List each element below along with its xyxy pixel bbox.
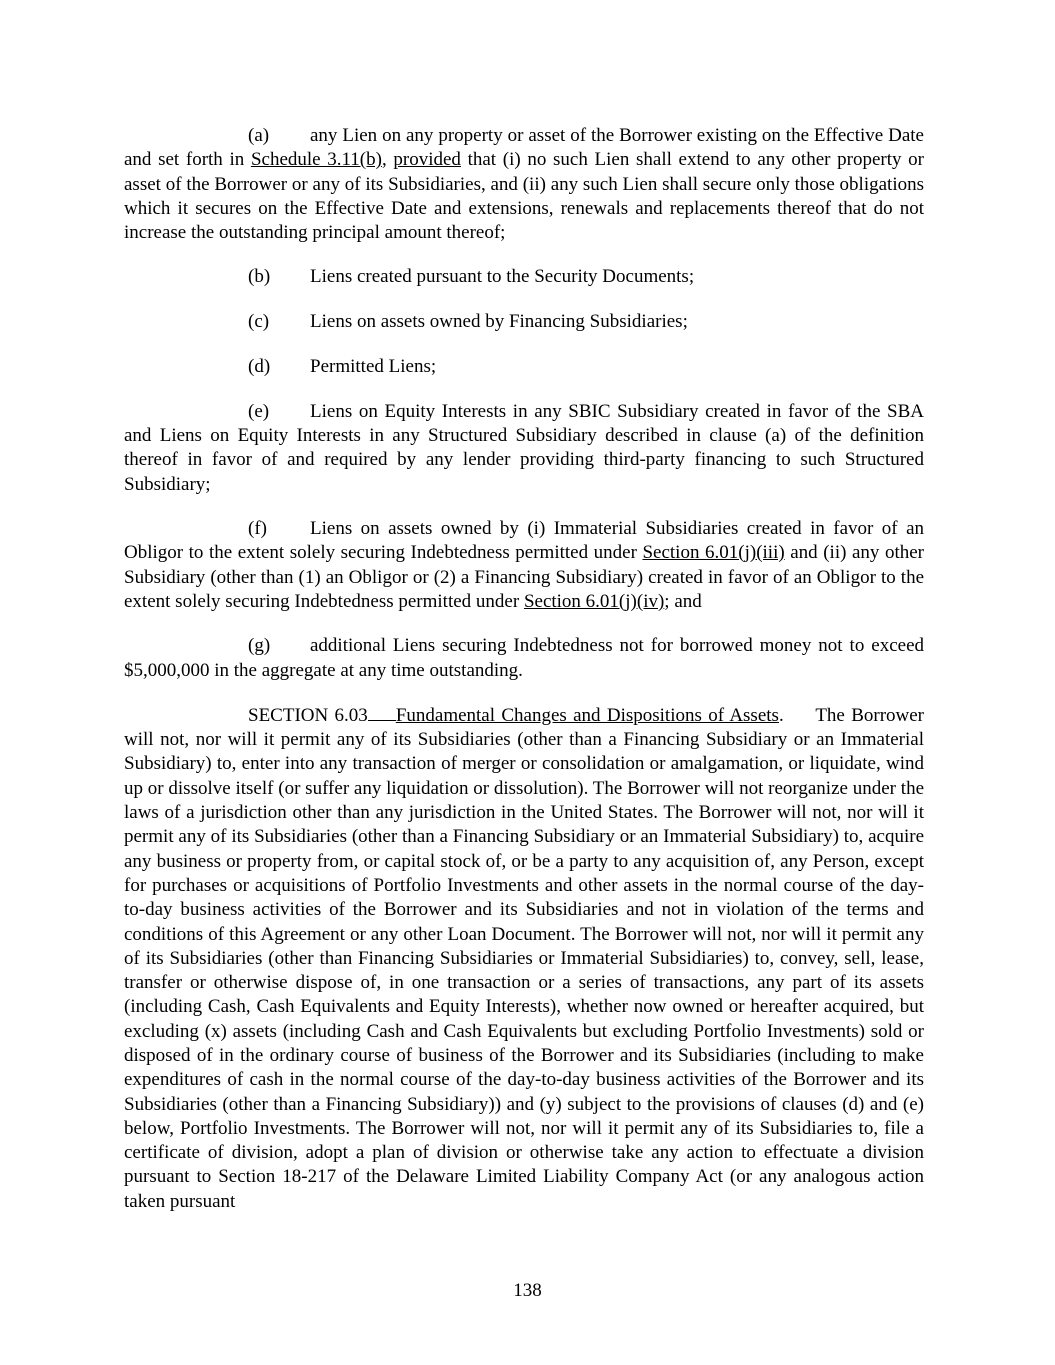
clause-e-label: (e) xyxy=(248,400,270,422)
page-number: 138 xyxy=(513,1280,542,1301)
clause-a-label: (a) xyxy=(248,125,270,146)
clause-d-text: Permitted Liens; xyxy=(310,356,437,378)
schedule-3-11b-reference: Schedule 3.11(b) xyxy=(250,149,382,171)
clause-f-text-1: Liens on assets owned by (i) Immaterial Subsidiaries created in favor of an Obligor to the extent solely securing Indebtedness permitted under xyxy=(124,518,924,564)
clause-f-label: (f) xyxy=(248,518,267,540)
provided-term: provided xyxy=(393,149,461,171)
clause-g-text: additional Liens securing Indebtedness not for borrowed money not to exceed $5,000,000 in the aggregate at any time outstanding. xyxy=(124,635,924,681)
clause-a-text-2: , xyxy=(381,149,394,171)
clause-a-text-3: that (i) no such Lien shall extend to any other property or asset of the Borrower or any of its Subsidiaries, and (ii) any such Lien shall secure only those obligations which it secures on the Effective Date and extensions, renewals and replacements thereof that do not increase the outstanding principal amount thereof; xyxy=(124,149,924,244)
section-title: Fundamental Changes and Dispositions of Assets xyxy=(395,704,779,726)
section-6-01-j-iv-reference: Section 6.01(j)(iv) xyxy=(523,590,665,612)
clause-f-text-2: and (ii) any other Subsidiary (other than (1) an Obligor or (2) a Financing Subsidiary) created in favor of an Obligor to the extent solely securing Indebtedness permitted under xyxy=(124,542,924,612)
clause-g-label: (g) xyxy=(248,635,271,657)
clause-g xyxy=(124,634,924,683)
clause-a-text-1: any Lien on any property or asset of the Borrower existing on the Effective Date and set forth in xyxy=(124,125,924,171)
clause-b xyxy=(124,265,924,289)
clause-c xyxy=(124,310,924,334)
clause-e-text: Liens on Equity Interests in any SBIC Subsidiary created in favor of the SBA and Liens on Equity Interests in any Structured Subsidiary described in clause (a) of the definition thereof in favor of and required by any lender providing third-party financing to such Structured Subsidiary; xyxy=(124,400,924,495)
clause-f-text-3: ; and xyxy=(664,590,702,612)
section-number: SECTION 6.03 xyxy=(248,704,368,726)
clause-d-label: (d) xyxy=(248,356,271,378)
clause-a xyxy=(124,124,924,245)
clause-b-text: Liens created pursuant to the Security Documents; xyxy=(310,266,695,288)
clause-c-label: (c) xyxy=(248,311,270,333)
clause-c-text: Liens on assets owned by Financing Subsidiaries; xyxy=(310,311,688,333)
clause-f xyxy=(124,517,924,614)
section-6-01-j-iii-reference: Section 6.01(j)(iii) xyxy=(642,542,785,564)
document-page xyxy=(124,124,924,1214)
section-6-03 xyxy=(124,703,924,1214)
section-body: The Borrower will not, nor will it permit any of its Subsidiaries (other than a Financing Subsidiary or an Immaterial Subsidiary) to, enter into any transaction of merger or consolidation or amalgamation, or liquidate, wind up or dissolve itself (or suffer any liquidation or dissolution). The Borrower will not reorganize under the laws of a jurisdiction other than any jurisdiction in the United States. The Borrower will not, nor will it permit any of its Subsidiaries (other than a Financing Subsidiary or an Immaterial Subsidiary) to, acquire any business or property from, or capital stock of, or be a party to any acquisition of, any Person, except for purchases or acquisitions of Portfolio Investments and other assets in the normal course of the day-to-day business activities of the Borrower and its Subsidiaries and not in violation of the terms and conditions of this Agreement or any other Loan Document. The Borrower will not, nor will it permit any of its Subsidiaries (other than Financing Subsidiaries or Immaterial Subsidiaries) to, convey, sell, lease, transfer or otherwise dispose of, in one transaction or a series of transactions, any part of its assets (including Cash, Cash Equivalents and Equity Interests), whether now owned or hereafter acquired, but excluding (x) assets (including Cash and Cash Equivalents but excluding Portfolio Investments) sold or disposed of in the ordinary course of business of the Borrower and its Subsidiaries (including to make expenditures of cash in the normal course of the day-to-day business activities of the Borrower and its Subsidiaries (other than a Financing Subsidiary)) and (y) subject to the provisions of clauses (d) and (e) below, Portfolio Investments. The Borrower will not, nor will it permit any of its Subsidiaries to, file a certificate of division, adopt a plan of division or otherwise take any action to effectuate a division pursuant to Section 18-217 of the Delaware Limited Liability Company Act (or any analogous action taken pursuant xyxy=(124,704,925,1212)
clause-d xyxy=(124,355,924,379)
section-title-period: . xyxy=(778,704,784,726)
clause-b-label: (b) xyxy=(248,266,271,288)
clause-e xyxy=(124,400,924,497)
heading-underline-gap xyxy=(368,703,396,721)
